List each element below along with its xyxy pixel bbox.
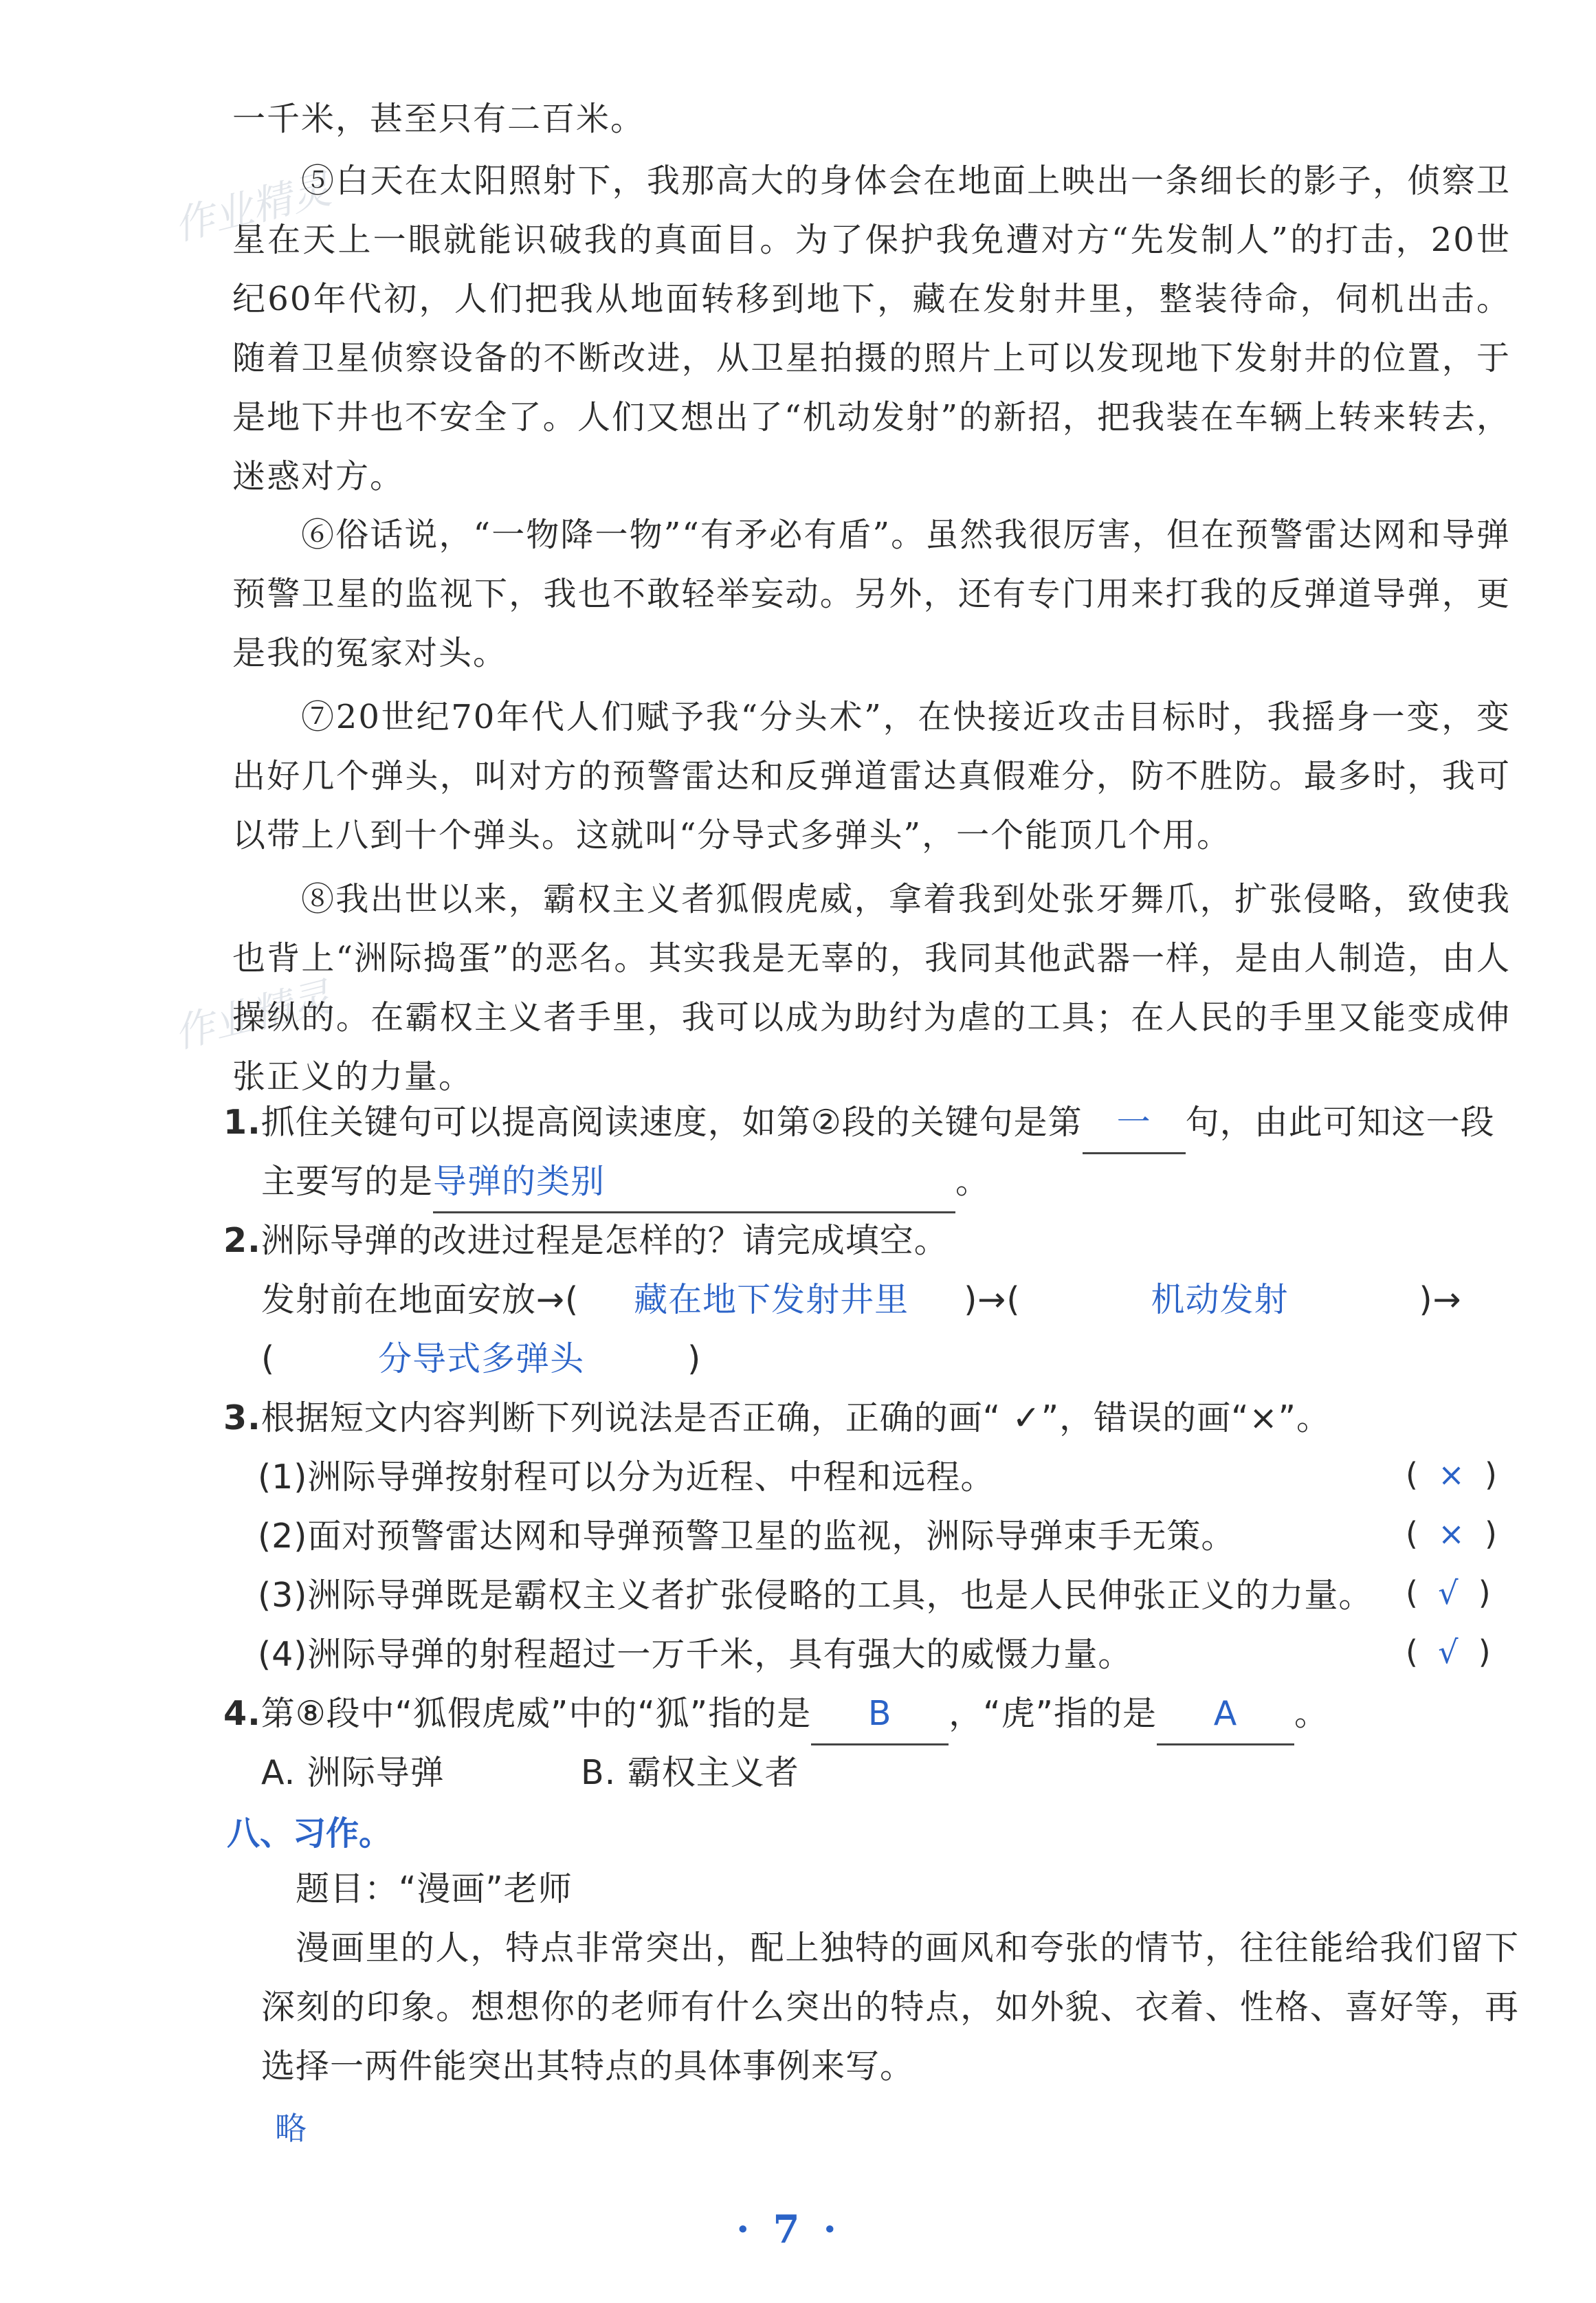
judge-item-1: (1)洲际导弹按射程可以分为近程、中程和远程。 <box>258 1457 995 1497</box>
judge-answer-1: ( × ) <box>1406 1456 1497 1493</box>
answer-text: 藏在地下发射井里 <box>634 1280 909 1319</box>
answer-blank: A <box>1157 1684 1294 1745</box>
section-heading: 八、习作。 <box>227 1814 392 1853</box>
judge-item-3: (3)洲际导弹既是霸权主义者扩张侵略的工具，也是人民伸张正义的力量。 <box>258 1576 1373 1615</box>
question-2-chain: 发射前在地面安放→( 藏在地下发射井里 )→( 机动发射 )→ <box>261 1270 1519 1330</box>
watermark: 作业精灵 <box>169 973 336 1057</box>
answer-blank: B <box>811 1684 949 1745</box>
question-number: 3. <box>223 1398 261 1437</box>
watermark: 作业精灵 <box>169 165 336 250</box>
answer-blank: 导弹的类别 <box>433 1152 955 1213</box>
judge-answer-2: ( × ) <box>1406 1515 1497 1552</box>
judge-answer-3: ( √ ) <box>1406 1574 1491 1611</box>
essay-topic: 题目：“漫画”老师 <box>296 1869 573 1908</box>
judge-item-4: (4)洲际导弹的射程超过一万千米，具有强大的威慑力量。 <box>258 1635 1133 1674</box>
question-1: 1.抓住关键句可以提高阅读速度，如第②段的关键句是第 一 句，由此可知这一段 <box>223 1093 1495 1154</box>
passage-paragraph-8: ⑧我出世以来，霸权主义者狐假虎威，拿着我到处张牙舞爪，扩张侵略，致使我也背上“洲际捣蛋”的恶名。其实我是无辜的，我同其他武器一样，是由人制造，由人操纵的。在霸权主义者手里，我可以成为助纣为虐的工具；在人民的手里又能变成伸张正义的力量。 <box>232 880 1511 1096</box>
essay-prompt: 漫画里的人，特点非常突出，配上独特的画风和夸张的情节，往往能给我们留下深刻的印象。想想你的老师有什么突出的特点，如外貌、衣着、性格、喜好等，再选择一两件能突出其特点的具体事例来写。 <box>261 1928 1519 2086</box>
answer-text: 机动发射 <box>1151 1280 1289 1319</box>
question-number: 4. <box>223 1694 261 1733</box>
passage-line: 一千米，甚至只有二百米。 <box>232 100 645 138</box>
question-number: 2. <box>223 1221 261 1260</box>
question-3: 3.根据短文内容判断下列说法是否正确，正确的画“ ✓”，错误的画“×”。 <box>223 1398 1331 1437</box>
question-4: 4.第⑧段中“狐假虎威”中的“狐”指的是 B ，“虎”指的是 A 。 <box>223 1684 1329 1745</box>
passage-paragraph-5: ⑤白天在太阳照射下，我那高大的身体会在地面上映出一条细长的影子，侦察卫星在天上一眼就能识破我的真面目。为了保护我免遭对方“先发制人”的打击，20世纪60年代初，人们把我从地面转移到地下，藏在发射井里，整装待命，伺机出击。随着卫星侦察设备的不断改进，从卫星拍摄的照片上可以发现地下发射井的位置，于是地下井也不安全了。人们又想出了“机动发射”的新招，把我装在车辆上转来转去，迷惑对方。 <box>232 162 1511 496</box>
answer-text: 分导式多弹头 <box>378 1339 585 1378</box>
question-4-option-b: B. 霸权主义者 <box>581 1753 799 1792</box>
judge-item-2: (2)面对预警雷达网和导弹预警卫星的监视，洲际导弹束手无策。 <box>258 1517 1236 1556</box>
question-2-chain-2: ( 分导式多弹头 ) <box>261 1330 701 1389</box>
judge-answer-4: ( √ ) <box>1406 1633 1491 1671</box>
question-1-line-2: 主要写的是导弹的类别 。 <box>261 1152 990 1213</box>
question-4-option-a: A. 洲际导弹 <box>261 1753 445 1792</box>
essay-answer: 略 <box>275 2110 307 2147</box>
question-number: 1. <box>223 1103 261 1142</box>
answer-blank: 一 <box>1083 1093 1186 1154</box>
passage-paragraph-7: ⑦20世纪70年代人们赋予我“分头术”，在快接近攻击目标时，我摇身一变，变出好几个弹头，叫对方的预警雷达和反弹道雷达真假难分，防不胜防。最多时，我可以带上八到十个弹头。这就叫“分导式多弹头”，一个能顶几个用。 <box>232 698 1511 855</box>
question-2: 2.洲际导弹的改进过程是怎样的？请完成填空。 <box>223 1221 949 1260</box>
page-number: ·7· <box>736 2207 860 2252</box>
passage-paragraph-6: ⑥俗话说，“一物降一物”“有矛必有盾”。虽然我很厉害，但在预警雷达网和导弹预警卫星的监视下，我也不敢轻举妄动。另外，还有专门用来打我的反弹道导弹，更是我的冤家对头。 <box>232 516 1511 672</box>
